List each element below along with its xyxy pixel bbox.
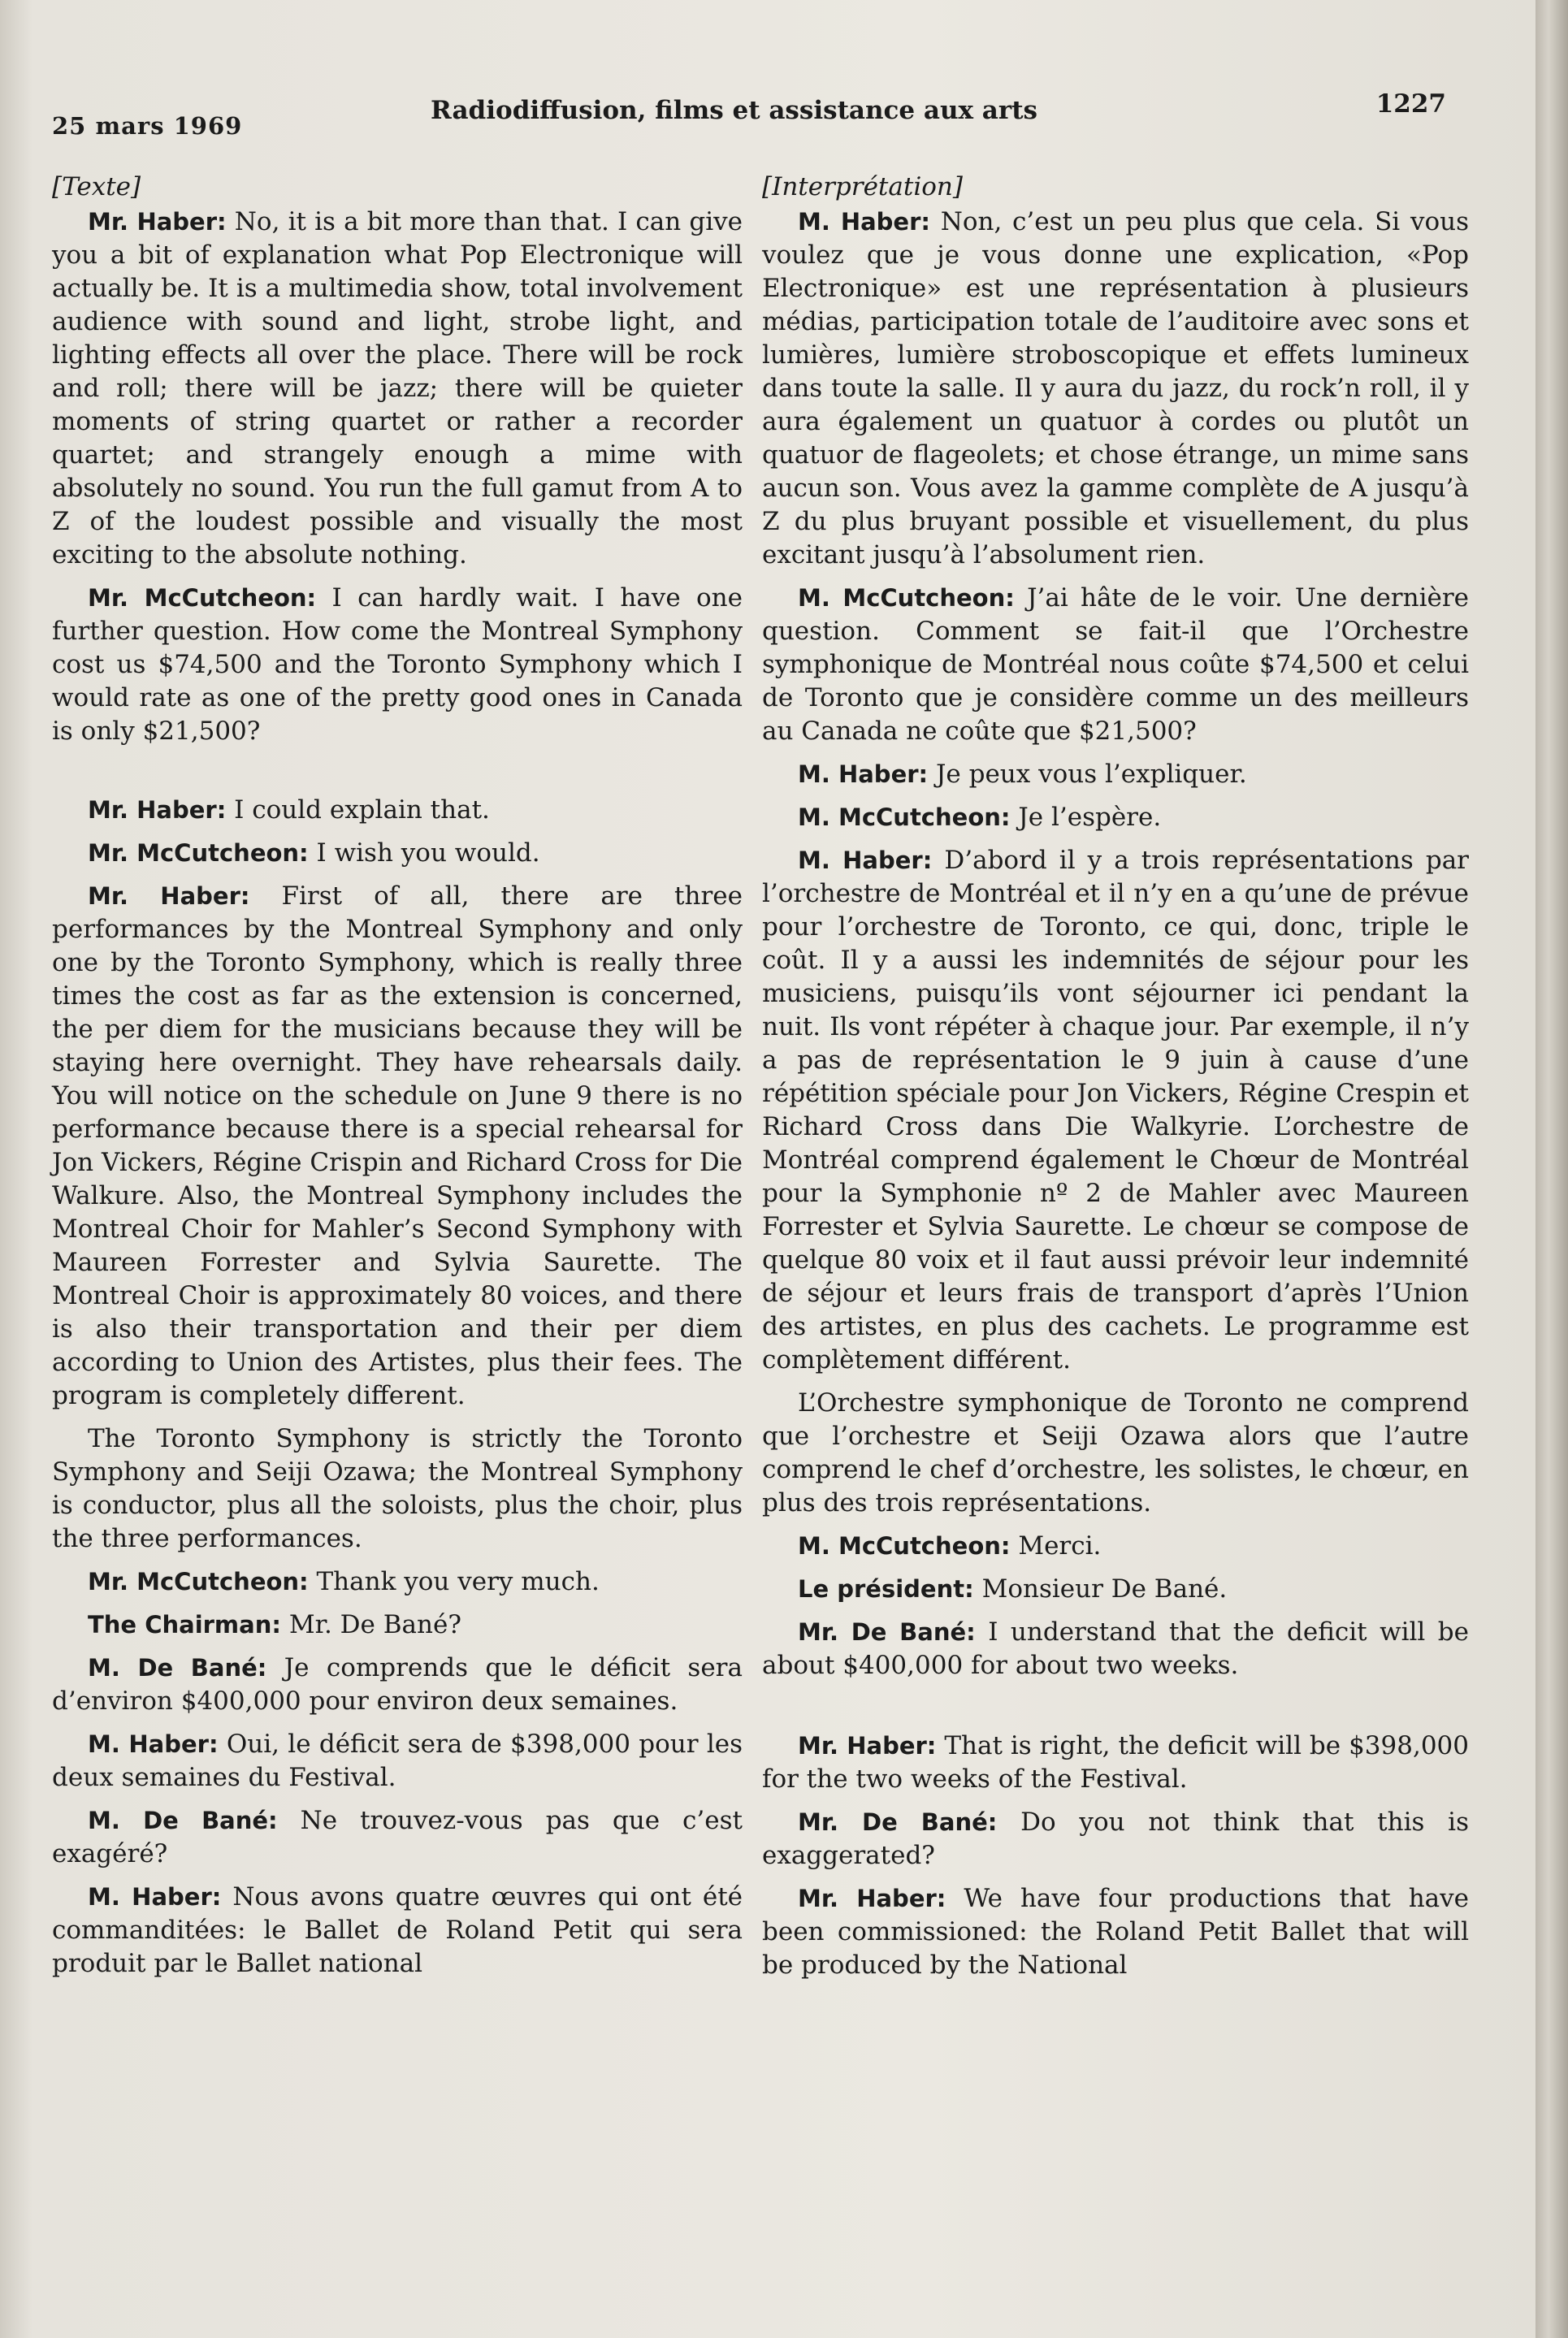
speaker-name: Mr. Haber: xyxy=(798,1732,937,1760)
speech-text: Oui, le déficit sera de $398,000 pour les deux semaines du Festival. xyxy=(52,1730,743,1792)
paragraph xyxy=(52,582,743,748)
speaker-name: Mr. McCutcheon: xyxy=(88,584,317,612)
speaker-name: M. Haber: xyxy=(798,846,933,874)
speech-text: L’Orchestre symphonique de Toronto ne comprend que l’orchestre et Seiji Ozawa alors que l’autre comprend le chef d’orchestre, les solistes, le chœur, en plus des trois représentations. xyxy=(762,1388,1469,1518)
french-column xyxy=(762,171,1469,1992)
speaker-name: Mr. De Bané: xyxy=(798,1618,976,1646)
paragraph xyxy=(762,1806,1469,1873)
speech-text: Thank you very much. xyxy=(308,1567,600,1596)
speaker-name: Mr. De Bané: xyxy=(798,1808,998,1836)
speech-text: Non, c’est un peu plus que cela. Si vous voulez que je vous donne une explication, «Pop Electronique» est une représentation à plusieurs médias, participation totale de l’auditoire avec sons et lumières, lumière stroboscopique et effets lumineux dans toute la salle. Il y aura du jazz, du rock’n roll, il y aura également un quatuor à cordes ou plutôt un quatuor de flageolets; et chose étrange, un mime sans aucun son. Vous avez la gamme complète de A jusqu’à Z du plus bruyant possible et visuellement, du plus excitant jusqu’à l’absolument rien. xyxy=(762,207,1469,569)
speech-text: That is right, the deficit will be $398,000 for the two weeks of the Festival. xyxy=(762,1731,1469,1794)
speech-text: Je peux vous l’expliquer. xyxy=(928,760,1247,789)
speech-text: I could explain that. xyxy=(226,795,490,825)
speech-text: Nous avons quatre œuvres qui ont été commanditées: le Ballet de Roland Petit qui sera produit par le Ballet national xyxy=(52,1882,743,1978)
speaker-name: Mr. Haber: xyxy=(798,1885,946,1912)
speech-text: I can hardly wait. I have one further question. How come the Montreal Symphony cost us $74,500 and the Toronto Symphony which I would rate as one of the pretty good ones in Canada is only $21,500? xyxy=(52,583,743,746)
paragraph xyxy=(52,1565,743,1599)
paragraph xyxy=(762,206,1469,572)
paragraph xyxy=(762,1730,1469,1796)
paragraph xyxy=(762,1530,1469,1563)
speech-text: Do you not think that this is exaggerated? xyxy=(762,1808,1470,1870)
paragraph xyxy=(762,758,1469,791)
paragraph xyxy=(52,1728,743,1795)
speech-text: No, it is a bit more than that. I can give you a bit of explanation what Pop Electronique will actually be. It is a multimedia show, total involvement audience with sound and light, strobe light, and lighting effects all over the place. There will be rock and roll; there will be jazz; there will be quieter moments of string quartet or rather a recorder quartet; and strangely enough a mime with absolutely no sound. You run the full gamut from A to Z of the loudest possible and visually the most exciting to the absolute nothing. xyxy=(52,207,743,569)
speaker-name: Le président: xyxy=(798,1575,974,1603)
paragraph xyxy=(762,1387,1469,1520)
speech-text: Merci. xyxy=(1010,1531,1102,1561)
header-date: 25 mars 1969 xyxy=(52,112,243,140)
speaker-name: Mr. Haber: xyxy=(88,796,227,824)
speaker-name: The Chairman: xyxy=(88,1611,281,1639)
language-label: [Texte] xyxy=(52,172,141,201)
speaker-name: Mr. Haber: xyxy=(88,882,250,910)
speaker-name: M. McCutcheon: xyxy=(798,803,1011,831)
paragraph xyxy=(762,1882,1469,1982)
speaker-name: M. De Bané: xyxy=(88,1807,278,1834)
speech-text: Monsieur De Bané. xyxy=(973,1574,1228,1604)
paragraph xyxy=(52,1652,743,1718)
speech-text: D’abord il y a trois représentations par l’orchestre de Montréal et il n’y en a qu’une de prévue pour l’orchestre de Toronto, ce qui, donc, triple le coût. Il y a aussi les indemnités de séjour pour les musiciens, puisqu’ils vont séjourner ici pendant la nuit. Ils vont répéter à chaque jour. Par exemple, il n’y a pas de représentation le 9 juin à cause d’une répétition spéciale pour Jon Vickers, Régine Crespin et Richard Cross dans Die Walkyrie. L’orchestre de Montréal comprend également le Chœur de Montréal pour la Symphonie nº 2 de Mahler avec Maureen Forrester et Sylvia Saurette. Le chœur se compose de quelque 80 voix et il faut aussi prévoir leur indemnité de séjour et leurs frais de transport d’après l’Union des artistes, en plus des cachets. Le programme est complètement différent. xyxy=(762,846,1469,1375)
speech-text: J’ai hâte de le voir. Une dernière question. Comment se fait-il que l’Orchestre symphonique de Montréal nous coûte $74,500 et celui de Toronto que je considère comme un des meilleurs au Canada ne coûte que $21,500? xyxy=(762,583,1469,746)
paragraph xyxy=(762,582,1469,748)
speech-text: I wish you would. xyxy=(308,838,540,868)
speech-text: Je comprends que le déficit sera d’environ $400,000 pour environ deux semaines. xyxy=(52,1653,743,1716)
speech-text: I understand that the deficit will be about $400,000 for about two weeks. xyxy=(762,1617,1469,1680)
speech-text: The Toronto Symphony is strictly the Toronto Symphony and Seiji Ozawa; the Montreal Symphony is conductor, plus all the soloists, plus the choir, plus the three performances. xyxy=(52,1424,743,1553)
paragraph xyxy=(52,837,743,870)
language-label: [Interprétation] xyxy=(762,172,963,201)
paragraph xyxy=(762,1616,1469,1682)
speaker-name: M. Haber: xyxy=(798,760,929,788)
paragraph xyxy=(52,206,743,572)
page-number: 1227 xyxy=(1375,89,1446,119)
speech-text: First of all, there are three performances by the Montreal Symphony and only one by the Toronto Symphony, which is really three times the cost as far as the extension is concerned, the per diem for the musicians because they will be staying here overnight. They have rehearsals daily. You will notice on the schedule on June 9 there is no performance because there is a special rehearsal for Jon Vickers, Régine Crispin and Richard Cross for Die Walkure. Also, the Montreal Symphony includes the Montreal Choir for Mahler’s Second Symphony with Maureen Forrester and Sylvia Saurette. The Montreal Choir is approximately 80 voices, and there is also their transportation and their per diem according to Union des Artistes, plus their fees. The program is completely different. xyxy=(52,881,743,1410)
speaker-name: M. Haber: xyxy=(88,1730,219,1758)
speaker-name: M. Haber: xyxy=(88,1883,222,1911)
page-header xyxy=(52,89,1446,140)
paragraph xyxy=(762,844,1469,1377)
speaker-name: M. McCutcheon: xyxy=(798,1532,1011,1560)
paragraph xyxy=(52,1804,743,1871)
speech-text: Mr. De Bané? xyxy=(280,1610,461,1639)
speaker-name: Mr. Haber: xyxy=(88,208,227,236)
speech-text: We have four productions that have been commissioned: the Roland Petit Ballet that will be produced by the National xyxy=(762,1884,1469,1980)
speech-text: Ne trouvez-vous pas que c’est exagéré? xyxy=(52,1806,743,1868)
english-column xyxy=(52,171,743,1990)
speaker-name: M. McCutcheon: xyxy=(798,584,1015,612)
speech-text: Je l’espère. xyxy=(1010,803,1162,832)
spacer xyxy=(762,1692,1469,1730)
spacer xyxy=(52,758,743,794)
paragraph xyxy=(52,880,743,1413)
speaker-name: M. De Bané: xyxy=(88,1654,267,1682)
speaker-name: M. Haber: xyxy=(798,208,930,236)
paragraph xyxy=(762,1573,1469,1606)
header-title: Radiodiffusion, films et assistance aux arts xyxy=(431,96,1037,125)
page-edge xyxy=(1536,0,1568,2338)
paragraph xyxy=(52,794,743,827)
paragraph xyxy=(52,1422,743,1556)
paragraph xyxy=(762,801,1469,834)
paragraph xyxy=(52,1608,743,1642)
paragraph xyxy=(52,1881,743,1981)
speaker-name: Mr. McCutcheon: xyxy=(88,1568,309,1595)
speaker-name: Mr. McCutcheon: xyxy=(88,839,309,867)
